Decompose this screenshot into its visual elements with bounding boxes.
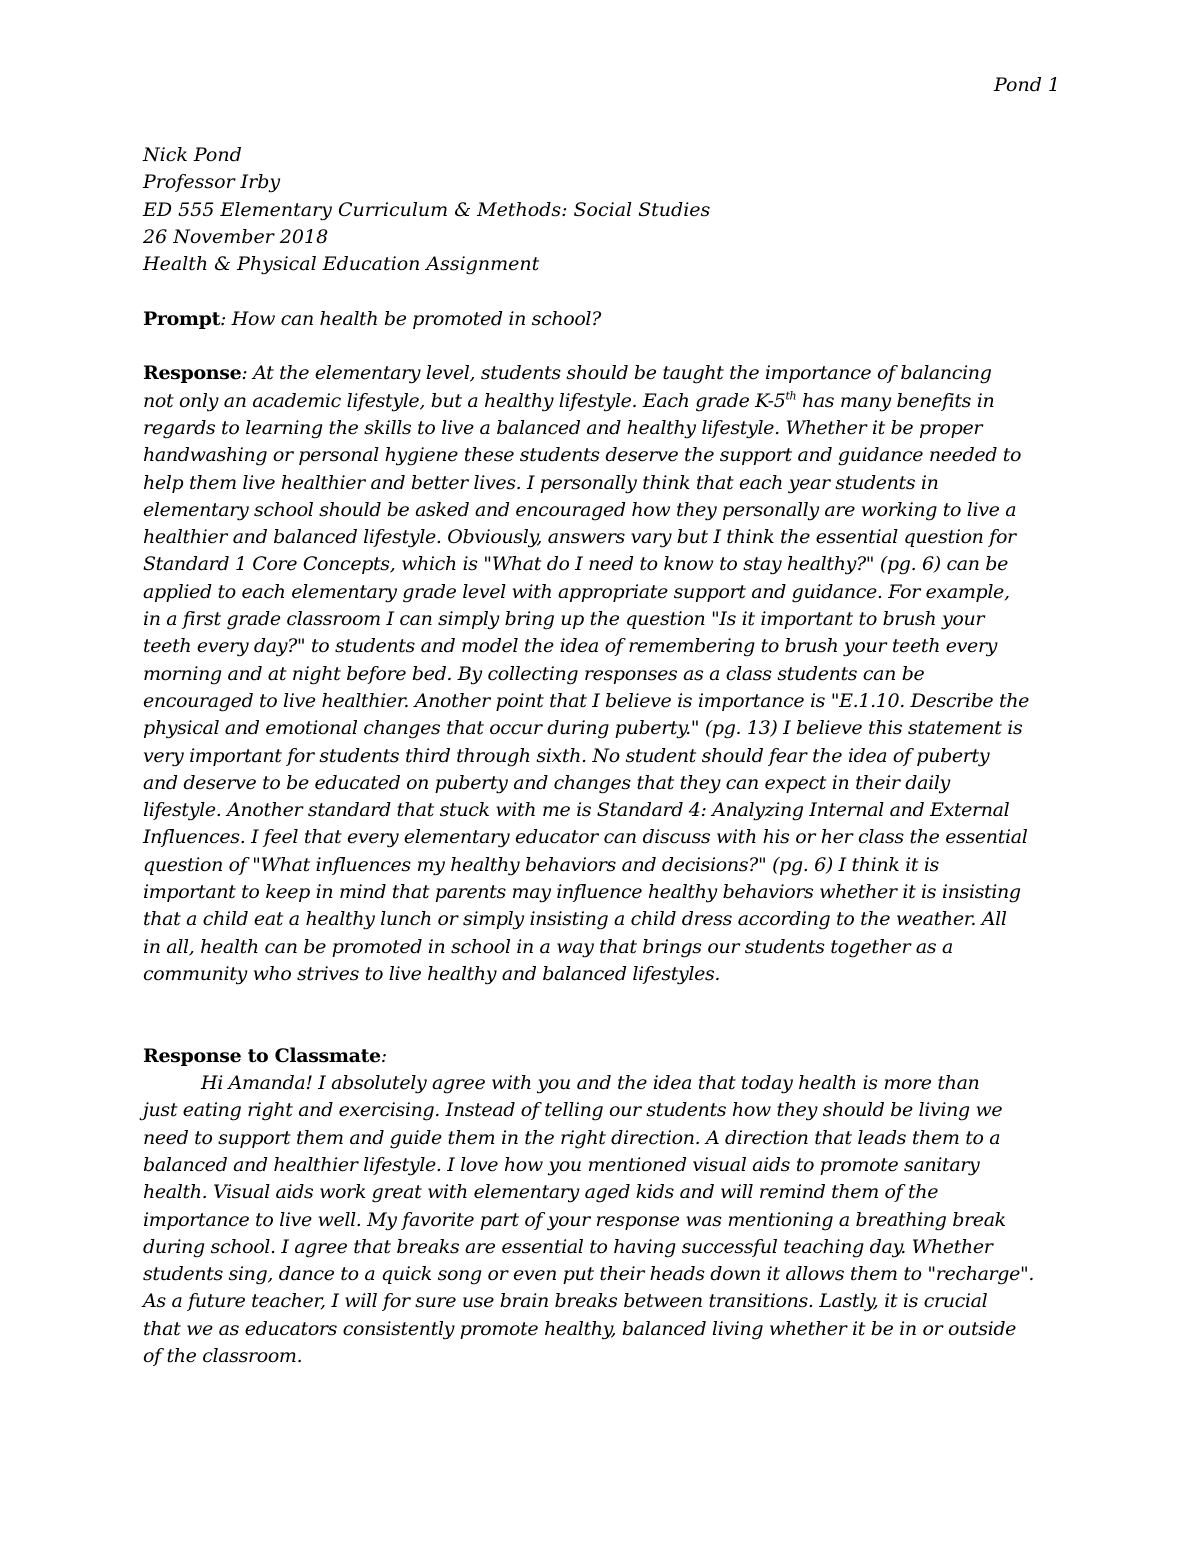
classmate-line: just eating right and exercising. Instead of telling our students how they should be living we: [143, 1099, 1003, 1122]
classmate-line: balanced and healthier lifestyle. I love how you mentioned visual aids to promote sanitary: [143, 1153, 980, 1176]
response-line: teeth every day?" to students and model the idea of remembering to brush your teeth every: [143, 635, 998, 658]
response-line: Response: At the elementary level, students should be taught the importance of balancing: [143, 362, 992, 385]
response-line: community who strives to live healthy and balanced lifestyles.: [143, 962, 721, 985]
classmate-line: need to support them and guide them in the right direction. A direction that leads them to a: [143, 1126, 1001, 1149]
classmate-response-paragraph: [143, 1043, 1078, 1371]
prompt-label: Prompt: [143, 307, 221, 330]
response-label: Response: [143, 362, 242, 385]
classmate-line: health. Visual aids work great with elementary aged kids and will remind them of the: [143, 1181, 939, 1204]
response-line: lifestyle. Another standard that stuck with me is Standard 4: Analyzing Internal and External: [143, 799, 1010, 822]
response-line: not only an academic lifestyle, but a healthy lifestyle. Each grade K-5th has many benefits in: [143, 389, 995, 412]
response-line: regards to learning the skills to live a balanced and healthy lifestyle. Whether it be proper: [143, 416, 983, 439]
response-line: morning and at night before bed. By collecting responses as a class students can be: [143, 662, 925, 685]
course-name: ED 555 Elementary Curriculum & Methods: Social Studies: [143, 198, 711, 221]
mla-heading: [143, 142, 1078, 278]
response-line: important to keep in mind that parents may influence healthy behaviors whether it is insisting: [143, 881, 1021, 904]
document-body: [143, 142, 1078, 1370]
response-line: that a child eat a healthy lunch or simply insisting a child dress according to the weather. All: [143, 908, 1007, 931]
prompt-colon: :: [220, 307, 227, 330]
response-line: in a first grade classroom I can simply bring up the question "Is it important to brush your: [143, 608, 985, 631]
prompt-paragraph: [143, 306, 1078, 333]
response-paragraph: [143, 360, 1078, 988]
classmate-line: students sing, dance to a quick song or even put their heads down it allows them to "recharge".: [143, 1263, 1035, 1286]
response-line: Influences. I feel that every elementary educator can discuss with his or her class the essential: [143, 826, 1028, 849]
classmate-heading: [143, 1043, 1078, 1070]
classmate-line: that we as educators consistently promote healthy, balanced living whether it be in or outside: [143, 1317, 1017, 1340]
classmate-line: As a future teacher, I will for sure use brain breaks between transitions. Lastly, it is crucial: [143, 1290, 988, 1313]
classmate-label: Response to Classmate: [143, 1044, 381, 1067]
response-line: help them live healthier and better lives. I personally think that each year students in: [143, 471, 939, 494]
response-line: elementary school should be asked and encouraged how they personally are working to live a: [143, 498, 1017, 521]
response-line: very important for students third through sixth. No student should fear the idea of puberty: [143, 744, 990, 767]
classmate-line: importance to live well. My favorite part of your response was mentioning a breathing break: [143, 1208, 1006, 1231]
professor-name: Professor Irby: [143, 171, 281, 194]
page-number-header: Pond 1: [994, 74, 1060, 96]
response-line: physical and emotional changes that occur during puberty." (pg. 13) I believe this statement is: [143, 717, 1023, 740]
response-line: encouraged to live healthier. Another point that I believe is importance is "E.1.10. Describe the: [143, 689, 1030, 712]
response-line: handwashing or personal hygiene these students deserve the support and guidance needed to: [143, 444, 1022, 467]
response-line: and deserve to be educated on puberty and changes that they can expect in their daily: [143, 771, 950, 794]
prompt-text: How can health be promoted in school?: [226, 307, 601, 330]
classmate-line: during school. I agree that breaks are essential to having successful teaching day. Whether: [143, 1235, 993, 1258]
response-line: Standard 1 Core Concepts, which is "What do I need to know to stay healthy?" (pg. 6) can be: [143, 553, 1008, 576]
response-line: applied to each elementary grade level with appropriate support and guidance. For example,: [143, 580, 1010, 603]
superscript-th: th: [785, 389, 797, 403]
classmate-colon: :: [380, 1044, 387, 1067]
response-line: question of "What influences my healthy behaviors and decisions?" (pg. 6) I think it is: [143, 853, 939, 876]
assignment-title: Health & Physical Education Assignment: [143, 253, 540, 276]
author-name: Nick Pond: [143, 144, 242, 166]
response-line: healthier and balanced lifestyle. Obviously, answers vary but I think the essential question for: [143, 526, 1016, 549]
classmate-line: of the classroom.: [143, 1345, 303, 1368]
classmate-line: Hi Amanda! I absolutely agree with you and the idea that today health is more than: [201, 1072, 980, 1095]
document-date: 26 November 2018: [143, 225, 329, 248]
response-line: in all, health can be promoted in school in a way that brings our students together as a: [143, 935, 953, 958]
